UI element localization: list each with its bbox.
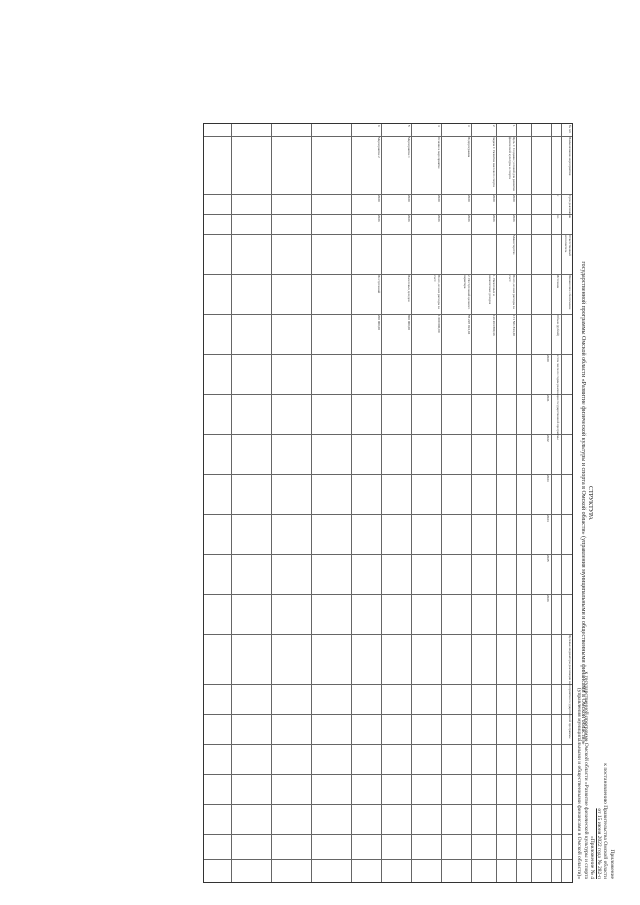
header-year: 2025 <box>546 555 550 562</box>
appendix-line: «Приложение № 4 <box>589 835 596 879</box>
row-name: Подпрограмма <box>467 137 471 158</box>
row-number: 4 <box>437 125 441 127</box>
row-number: 2 <box>492 125 496 127</box>
row-from: 2020 <box>437 195 441 202</box>
header-to: по <box>556 215 560 219</box>
header-total: Объем (рублей) <box>556 315 560 337</box>
row-number: 3 <box>467 125 471 127</box>
table-row-line <box>516 124 517 882</box>
header-year: 2026 <box>546 595 550 602</box>
row-name: Мероприятие 2 <box>377 137 381 158</box>
table-row-line <box>381 124 382 882</box>
structure-table <box>203 123 573 883</box>
row-source: 1. Налоговых и неналоговых доходов <box>488 275 496 305</box>
row-name: Задача 1: Развитие массового спорта <box>492 137 496 187</box>
row-name: Мероприятие 1 <box>407 137 411 158</box>
table-row-line <box>531 124 532 882</box>
table-row-line <box>496 124 497 882</box>
row-number: 6 <box>377 125 381 127</box>
table-row-line <box>271 124 272 882</box>
header-name: Наименование мероприятия <box>568 137 572 176</box>
row-from: 2020 <box>512 195 516 202</box>
row-total: 55 297 034,04 <box>467 315 471 335</box>
row-executor: Министерство <box>512 235 516 255</box>
table-row-line <box>351 124 352 882</box>
table-row-line <box>471 124 472 882</box>
row-name: Основное мероприятие <box>437 137 441 169</box>
row-total: 171 561 834,40 <box>512 315 516 336</box>
table-row-line <box>411 124 412 882</box>
appendix-line: Приложение <box>609 849 615 879</box>
row-to: 2026 <box>512 215 516 222</box>
document-title: СТРУКТУРА государственной программы Омской области «Развитие физической культуры и спорта в Омской области» (управления муниципальными и общественными финансами в Омской области)» <box>580 261 593 745</box>
header-year: 2023 <box>546 475 550 482</box>
table-row-line <box>561 124 562 882</box>
appendix-line: к постановлению Правительства Омской области <box>602 763 609 879</box>
row-source: Налоговых доходов <box>407 275 411 302</box>
row-total: 800 000,00 <box>407 315 411 331</box>
header-num: № п/п <box>568 125 572 134</box>
row-source: Поступлений <box>377 275 381 294</box>
appendix-line: от 15 июня 2022 года № 282-п <box>596 808 602 879</box>
header-year: 2024 <box>546 515 550 522</box>
row-from: 2020 <box>407 195 411 202</box>
header-year: 2022 <box>546 435 550 442</box>
row-to: 2026 <box>492 215 496 222</box>
appendix-line: к государственной программе Омской области «Развитие физической культуры и спорта <box>583 671 589 879</box>
row-from: 2020 <box>492 195 496 202</box>
row-source: Всего, из них расходы за счет: <box>508 275 516 309</box>
appendix-line: (управления муниципальными и общественными финансами в Омской области)» <box>576 687 583 879</box>
header-indicators: Целевые индикаторы реализации мероприятия государственной программы <box>568 635 572 739</box>
row-number: 1 <box>512 125 516 127</box>
header-executor: Ответственный исполнитель <box>564 235 572 256</box>
table-row-line <box>311 124 312 882</box>
row-total: 200 000,00 <box>377 315 381 331</box>
row-to: 2026 <box>467 215 471 222</box>
rotated-landscape-content <box>195 123 615 883</box>
header-source: Источник <box>556 275 560 289</box>
header-years: в том числе по годам реализации государственной программы <box>556 355 560 440</box>
row-total: 1 000 000,00 <box>437 315 441 333</box>
row-to: 2026 <box>377 215 381 222</box>
table-row-line <box>551 124 552 882</box>
row-name: Цель 1: Создание условий для развития физической культуры и спорта <box>508 137 516 191</box>
row-number: 5 <box>407 125 411 127</box>
header-from: с <box>556 195 560 197</box>
row-to: 2026 <box>437 215 441 222</box>
table-row-line <box>231 124 232 882</box>
header-year: 2021 <box>546 395 550 402</box>
row-source: Всего, из них расходы за счет: <box>433 275 441 309</box>
row-from: 2020 <box>377 195 381 202</box>
header-year: 2020 <box>546 355 550 362</box>
table-row-line <box>441 124 442 882</box>
header-finance: Финансовое обеспечение <box>568 275 572 310</box>
row-source: 2. Поступлений целевого характера <box>463 275 471 310</box>
header-term: Срок реализации <box>568 195 572 219</box>
row-from: 2020 <box>467 195 471 202</box>
row-total: 116 264 800,36 <box>492 315 496 336</box>
row-to: 2026 <box>407 215 411 222</box>
